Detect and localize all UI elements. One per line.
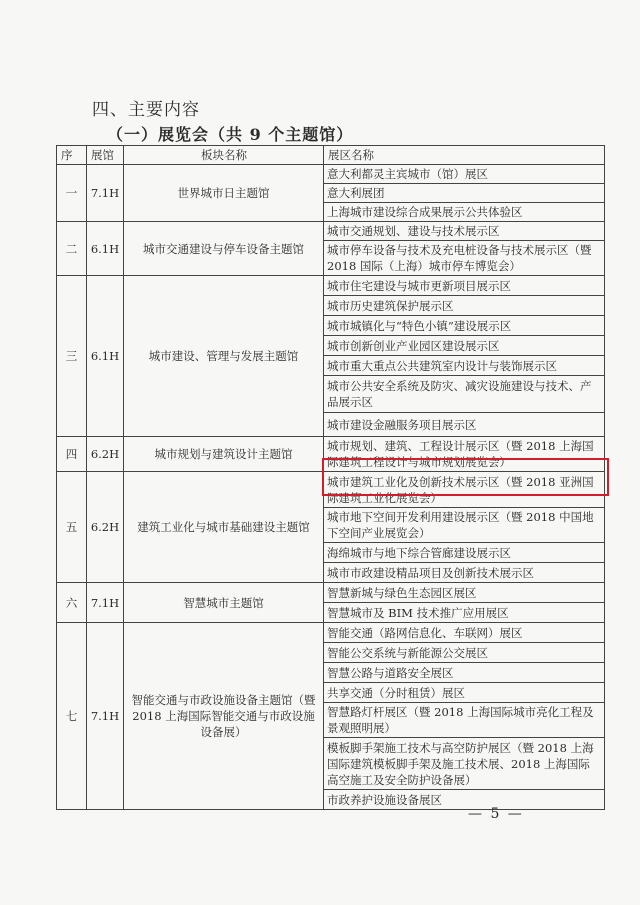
table-row (57, 583, 605, 603)
area-cell: 市政养护设施设备展区 (324, 790, 605, 810)
group-seq: 三 (57, 276, 87, 437)
area-cell: 智慧路灯杆展区（暨 2018 上海国际城市亮化工程及景观照明展） (324, 703, 605, 738)
header-seq: 序 (57, 146, 87, 165)
table-header-row (57, 146, 605, 165)
group-seq: 六 (57, 583, 87, 623)
area-cell: 城市停车设备与技术及充电桩设备与技术展示区（暨 2018 国际（上海）城市停车博览会） (324, 241, 605, 276)
area-cell: 智能交通（路网信息化、车联网）展区 (324, 623, 605, 643)
group-block: 城市交通建设与停车设备主题馆 (124, 222, 324, 276)
group-hall: 7.1H (87, 623, 124, 810)
group-hall: 7.1H (87, 583, 124, 623)
area-cell: 城市市政建设精品项目及创新技术展示区 (324, 563, 605, 583)
group-hall: 7.1H (87, 165, 124, 222)
area-cell: 智慧新城与绿色生态园区展区 (324, 583, 605, 603)
area-cell: 城市公共安全系统及防灾、减灾设施建设与技术、产品展示区 (324, 376, 605, 413)
group-block: 智能交通与市政设施设备主题馆（暨 2018 上海国际智能交通与市政设施设备展） (124, 623, 324, 810)
group-seq: 七 (57, 623, 87, 810)
table-row (57, 276, 605, 296)
group-hall: 6.2H (87, 437, 124, 472)
area-cell: 智慧公路与道路安全展区 (324, 663, 605, 683)
group-block: 智慧城市主题馆 (124, 583, 324, 623)
area-cell: 海绵城市与地下综合管廊建设展示区 (324, 543, 605, 563)
group-block: 世界城市日主题馆 (124, 165, 324, 222)
group-hall: 6.1H (87, 276, 124, 437)
area-cell: 模板脚手架施工技术与高空防护展区（暨 2018 上海国际建筑模板脚手架及施工技术展、2018 上海国际高空施工及安全防护设备展） (324, 738, 605, 790)
group-hall: 6.1H (87, 222, 124, 276)
group-block: 城市建设、管理与发展主题馆 (124, 276, 324, 437)
area-cell: 城市规划、建筑、工程设计展示区（暨 2018 上海国际建筑工程设计与城市规划展览会） (324, 437, 605, 472)
header-block: 板块名称 (124, 146, 324, 165)
group-seq: 五 (57, 472, 87, 583)
area-cell: 智慧城市及 BIM 技术推广应用展区 (324, 603, 605, 623)
table-row (57, 472, 605, 508)
table-row (57, 165, 605, 184)
subsection-heading: （一）展览会（共 9 个主题馆） (107, 125, 354, 144)
group-seq: 四 (57, 437, 87, 472)
table-row (57, 437, 605, 472)
group-seq: 二 (57, 222, 87, 276)
area-cell: 城市重大重点公共建筑室内设计与装饰展示区 (324, 356, 605, 376)
group-block: 建筑工业化与城市基础建设主题馆 (124, 472, 324, 583)
table-row (57, 222, 605, 241)
area-cell: 城市地下空间开发利用建设展示区（暨 2018 中国地下空间产业展览会） (324, 508, 605, 543)
group-hall: 6.2H (87, 472, 124, 583)
group-block: 城市规划与建筑设计主题馆 (124, 437, 324, 472)
area-cell: 意大利都灵主宾城市（馆）展区 (324, 165, 605, 184)
area-cell: 城市城镇化与“特色小镇”建设展示区 (324, 316, 605, 336)
group-seq: 一 (57, 165, 87, 222)
area-cell: 城市交通规划、建设与技术展示区 (324, 222, 605, 241)
area-cell: 意大利展团 (324, 184, 605, 203)
exhibition-table (56, 145, 605, 810)
header-hall: 展馆 (87, 146, 124, 165)
area-cell: 共享交通（分时租赁）展区 (324, 683, 605, 703)
page-number: — 5 — (468, 806, 524, 822)
header-area: 展区名称 (324, 146, 605, 165)
area-cell: 城市历史建筑保护展示区 (324, 296, 605, 316)
section-heading: 四、主要内容 (92, 100, 200, 120)
area-cell: 上海城市建设综合成果展示公共体验区 (324, 203, 605, 222)
area-cell: 智能公交系统与新能源公交展区 (324, 643, 605, 663)
area-cell: 城市建设金融服务项目展示区 (324, 413, 605, 437)
area-cell: 城市住宅建设与城市更新项目展示区 (324, 276, 605, 296)
area-cell-highlighted: 城市建筑工业化及创新技术展示区（暨 2018 亚洲国际建筑工业化展览会） (324, 472, 605, 508)
table-row (57, 623, 605, 643)
area-cell: 城市创新创业产业园区建设展示区 (324, 336, 605, 356)
